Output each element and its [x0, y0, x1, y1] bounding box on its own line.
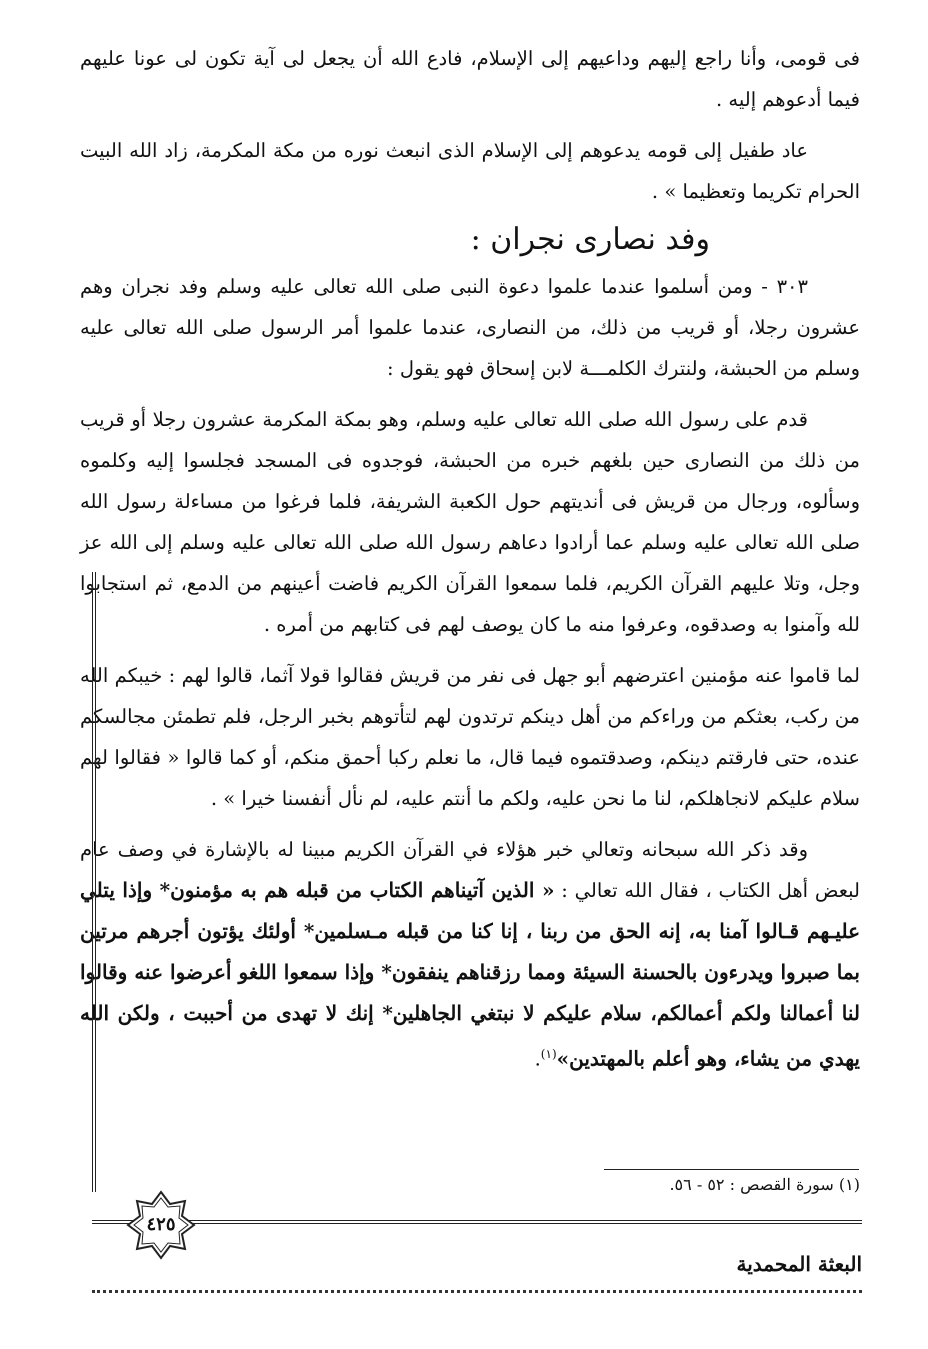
page-body — [80, 38, 860, 1080]
section-heading: وفد نصارى نجران : — [470, 222, 710, 257]
quran-intro: وقد ذكر الله سبحانه وتعالي خبر هؤلاء في القرآن الكريم مبينا له بالإشارة في وصف عام لبعض أهل الكتاب ، فقال الله تعالي : — [80, 838, 860, 902]
paragraph-quran-reference — [80, 829, 860, 1080]
running-footer-title: البعثة المحمدية — [736, 1252, 862, 1276]
paragraph-303: ٣٠٣ - ومن أسلموا عندما علموا دعوة النبى صلى الله تعالى عليه وسلم وفد نجران وهم عشرون رجلا، أو قريب من ذلك، من النصارى، عندما علموا أمر الرسول صلى الله تعالى عليه وسلم من الحبشة، ولنترك الكلمـــة لابن إسحاق فهو يقول : — [80, 275, 860, 380]
paragraph-end: . — [534, 1047, 541, 1071]
bottom-frame-border — [92, 1220, 862, 1224]
footer-rule — [92, 1290, 862, 1293]
page-number: ٤٢٥ — [146, 1214, 176, 1235]
footnote-rule — [604, 1169, 859, 1170]
footnote-marker: (١) — [540, 1047, 557, 1061]
paragraph-ibn-ishaq-quote: قدم على رسول الله صلى الله تعالى عليه وسلم، وهو بمكة المكرمة عشرون رجلا أو قريب من ذلك من النصارى حين بلغهم خبره من الحبشة، فوجدوه فى المسجد فجلسوا إليه وكلموه وسألوه، ورجال من قريش فى أنديتهم حول الكعبة الشريفة، فلما فرغوا من مساءلة رسول الله صلى الله تعالى عليه وسلم عما أرادوا دعاهم رسول الله صلى الله تعالى عليه وسلم إلى الله عز وجل، وتلا عليهم القرآن الكريم، فلما سمعوا القرآن الكريم فاضت أعينهم من الدمع، ثم استجابوا لله وآمنوا به وصدقوه، وعرفوا منه ما كان يوصف لهم فى كتابهم من أمره . — [80, 408, 860, 636]
paragraph-tufayl: عاد طفيل إلى قومه يدعوهم إلى الإسلام الذى انبعث نوره من مكة المكرمة، زاد الله البيت الحرام تكريما وتعظيما » . — [80, 139, 860, 203]
paragraph-continuation: فى قومى، وأنا راجع إليهم وداعيهم إلى الإسلام، فادع الله أن يجعل لى آية تكون لى عونا عليهم فيما أدعوهم إليه . — [80, 47, 860, 111]
quran-verses: « الذين آتيناهم الكتاب من قبله هم به مؤمنون* وإذا يتلي عليـهم قـالوا آمنا به، إنه الحق من ربنا ، إنا كنا من قبله مـسلمين* أولئك يؤتون أجرهم مرتين بما صبروا ويدرءون بالحسنة السيئة ومما رزقناهم ينفقون* وإذا سمعوا اللغو أعرضوا عنه وقالوا لنا أعمالنا ولكم أعمالكم، سلام عليكم لا نبتغي الجاهلين* إنك لا تهدى من أحببت ، ولكن الله يهدي من يشاء، وهو أعلم بالمهتدين» — [80, 878, 861, 1071]
paragraph-abu-jahl: لما قاموا عنه مؤمنين اعترضهم أبو جهل فى نفر من قريش فقالوا قولا آثما، قالوا لهم : خيبكم الله من ركب، بعثكم من وراءكم من أهل دينكم ترتدون لهم لتأتوهم بخبر الرجل، فلم تطمئن مجالسكم عنده، حتى فارقتم دينكم، وصدقتموه فيما قال، ما نعلم ركبا أحمق منكم، أو كما قالوا « فقالوا لهم سلام عليكم لانجاهلكم، لنا ما نحن عليه، ولكم ما أنتم عليه، لم نأل أنفسنا خيرا » . — [80, 664, 860, 810]
left-frame-border — [92, 572, 96, 1192]
footnote: (١) سورة القصص : ٥٢ - ٥٦. — [669, 1175, 860, 1194]
